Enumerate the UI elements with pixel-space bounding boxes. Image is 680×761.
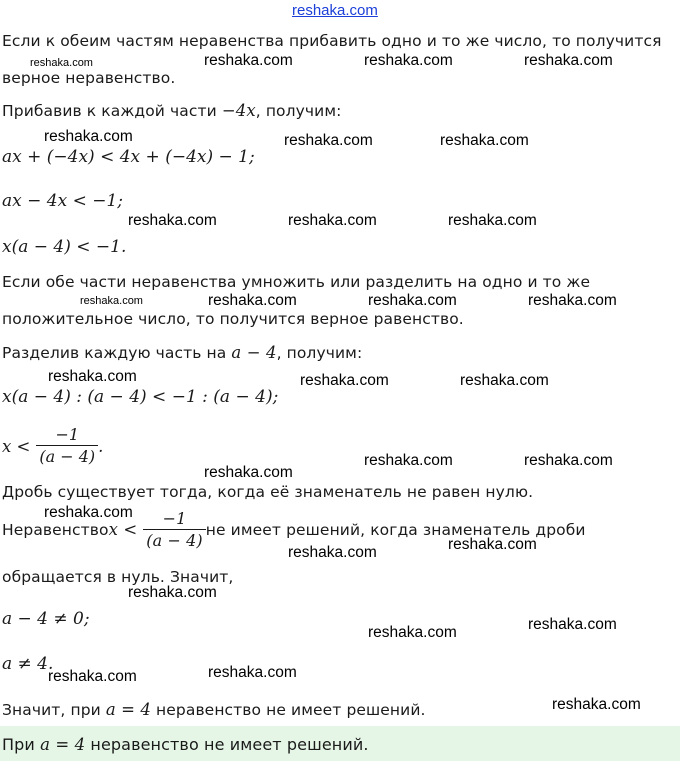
- watermark: reshaka.com: [44, 128, 133, 145]
- watermark: reshaka.com: [524, 452, 613, 469]
- paragraph-rule-add-line2: верное неравенство.: [2, 69, 176, 87]
- watermark: reshaka.com: [448, 212, 537, 229]
- equation-2: ax − 4x < −1;: [2, 191, 124, 211]
- watermark: reshaka.com: [208, 292, 297, 309]
- watermark: reshaka.com: [364, 452, 453, 469]
- fraction-denominator: (a − 4): [143, 529, 205, 552]
- no-solution-tail: не имеет решений, когда знаменатель дроби: [205, 521, 586, 539]
- equation-4: x(a − 4) : (a − 4) < −1 : (a − 4);: [2, 387, 279, 407]
- no-solution-text: Неравенство: [2, 521, 109, 539]
- watermark: reshaka.com: [80, 295, 143, 307]
- watermark: reshaka.com: [300, 372, 389, 389]
- paragraph-rule-multiply-line1: Если обе части неравенства умножить или разделить на одно и то же: [2, 273, 591, 291]
- add-step-math: −4x: [221, 101, 256, 120]
- equation-1: ax + (−4x) < 4x + (−4x) − 1;: [2, 147, 255, 167]
- divide-step-math: a − 4: [231, 343, 277, 362]
- fraction-denominator: (a − 4): [36, 445, 98, 468]
- watermark: reshaka.com: [448, 536, 537, 553]
- no-solution-math: x <: [108, 520, 138, 539]
- answer-tail: неравенство не имеет решений.: [85, 735, 369, 754]
- conclusion-tail: неравенство не имеет решений.: [151, 701, 426, 719]
- watermark: reshaka.com: [288, 212, 377, 229]
- fraction-numerator: −1: [162, 508, 187, 528]
- watermark: reshaka.com: [208, 664, 297, 681]
- paragraph-divide-step: [2, 343, 362, 363]
- conclusion-text: Значит, при: [2, 701, 106, 719]
- watermark: reshaka.com: [44, 504, 133, 521]
- equation-6: a − 4 ≠ 0;: [2, 609, 90, 629]
- equation-5-lhs: x <: [2, 436, 31, 456]
- paragraph-conclusion: [2, 700, 426, 720]
- watermark: reshaka.com: [524, 52, 613, 69]
- no-solution-fraction: [143, 509, 205, 552]
- equation-5-fraction: [36, 425, 98, 468]
- watermark: reshaka.com: [48, 668, 137, 685]
- watermark: reshaka.com: [128, 584, 217, 601]
- equation-5: [2, 420, 103, 472]
- equation-3: x(a − 4) < −1.: [2, 237, 127, 257]
- watermark: reshaka.com: [30, 57, 93, 69]
- watermark: reshaka.com: [552, 696, 641, 713]
- paragraph-add-step: [2, 101, 341, 121]
- fraction-numerator: −1: [55, 424, 80, 444]
- watermark: reshaka.com: [284, 132, 373, 149]
- paragraph-rule-multiply-line2: положительное число, то получится верное равенство.: [2, 310, 464, 328]
- answer-text: [2, 735, 369, 755]
- divide-step-tail: , получим:: [276, 344, 363, 362]
- watermark: reshaka.com: [440, 132, 529, 149]
- divide-step-text: Разделив каждую часть на: [2, 344, 232, 362]
- equation-5-tail: .: [98, 436, 104, 456]
- watermark: reshaka.com: [204, 52, 293, 69]
- watermark: reshaka.com: [204, 464, 293, 481]
- site-watermark-link[interactable]: reshaka.com: [292, 2, 378, 19]
- add-step-text: Прибавив к каждой части: [2, 102, 222, 120]
- watermark: reshaka.com: [368, 292, 457, 309]
- equation-7: a ≠ 4.: [2, 654, 54, 674]
- watermark: reshaka.com: [48, 368, 137, 385]
- watermark: reshaka.com: [364, 52, 453, 69]
- watermark: reshaka.com: [460, 372, 549, 389]
- watermark: reshaka.com: [528, 292, 617, 309]
- watermark: reshaka.com: [288, 544, 377, 561]
- add-step-tail: , получим:: [255, 102, 342, 120]
- paragraph-fraction-exists: Дробь существует тогда, когда её знаменатель не равен нулю.: [2, 483, 534, 501]
- answer-prefix: При: [2, 735, 41, 754]
- watermark: reshaka.com: [368, 624, 457, 641]
- conclusion-math: a = 4: [105, 700, 152, 719]
- watermark: reshaka.com: [528, 616, 617, 633]
- answer-math: a = 4: [40, 735, 86, 754]
- watermark: reshaka.com: [128, 212, 217, 229]
- paragraph-no-solution-line2: обращается в нуль. Значит,: [2, 568, 234, 586]
- paragraph-rule-add-line1: Если к обеим частям неравенства прибавить одно и то же число, то получится: [2, 32, 662, 50]
